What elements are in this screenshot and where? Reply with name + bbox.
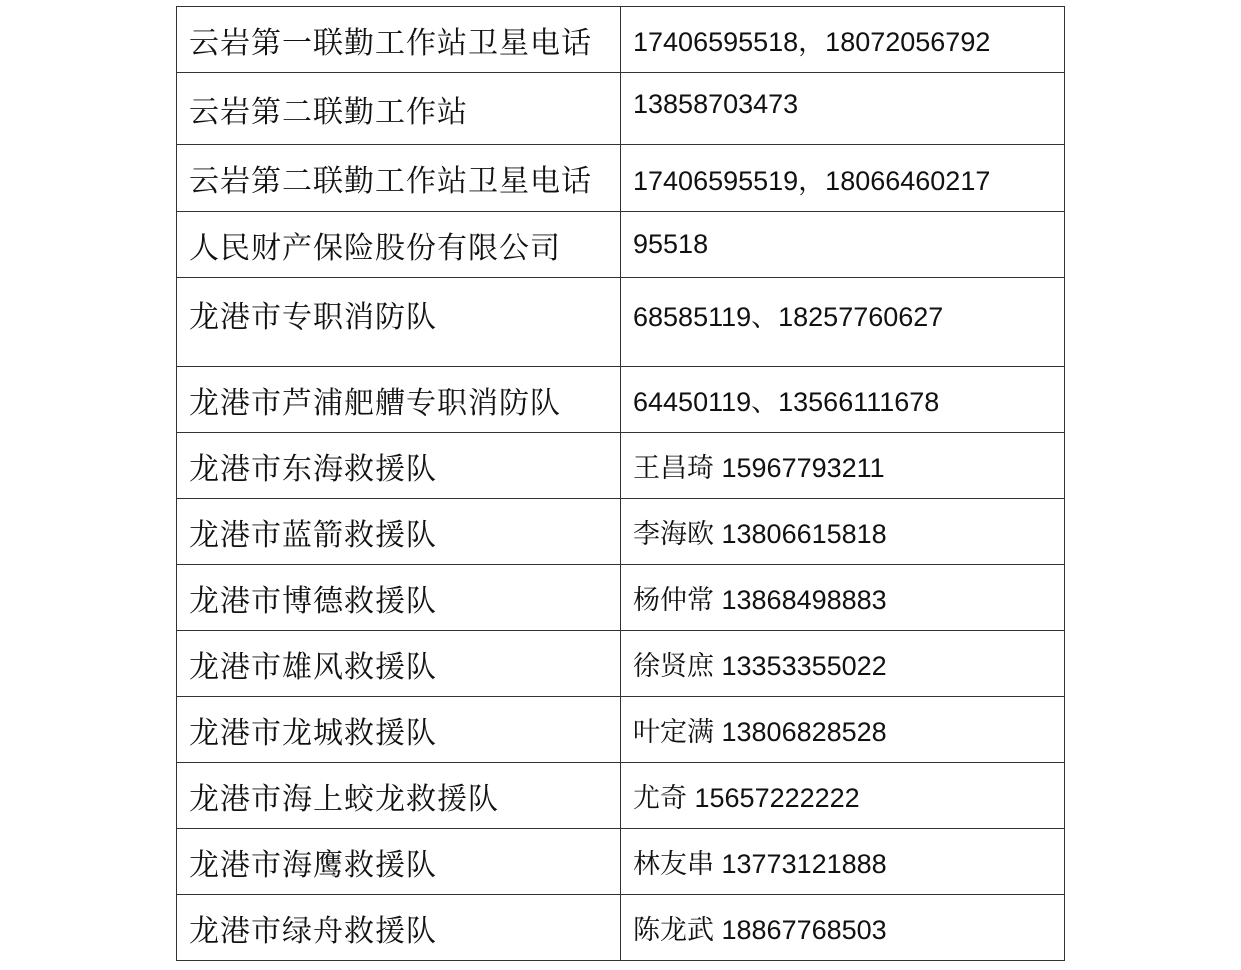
table-row (177, 631, 1065, 697)
phone-cell: 17406595518，18072056792 (621, 7, 1065, 73)
phone-cell: 王昌琦 15967793211 (621, 433, 1065, 499)
org-name-cell: 龙港市龙城救援队 (177, 697, 621, 763)
table-row (177, 73, 1065, 145)
phone-cell: 林友串 13773121888 (621, 829, 1065, 895)
phone-cell: 陈龙武 18867768503 (621, 895, 1065, 961)
table-row (177, 697, 1065, 763)
org-name-cell: 龙港市绿舟救援队 (177, 895, 621, 961)
table-row (177, 499, 1065, 565)
phone-cell: 64450119、13566111678 (621, 367, 1065, 433)
org-name-cell: 龙港市海上蛟龙救援队 (177, 763, 621, 829)
phone-cell: 17406595519，18066460217 (621, 145, 1065, 212)
table-row (177, 763, 1065, 829)
table-row (177, 565, 1065, 631)
phone-cell: 68585119、18257760627 (621, 278, 1065, 367)
org-name-cell: 龙港市专职消防队 (177, 278, 621, 367)
table-row (177, 212, 1065, 278)
phone-cell: 杨仲常 13868498883 (621, 565, 1065, 631)
table-row (177, 278, 1065, 367)
table-row (177, 895, 1065, 961)
table-row (177, 7, 1065, 73)
org-name-cell: 云岩第二联勤工作站 (177, 73, 621, 145)
phone-cell: 李海欧 13806615818 (621, 499, 1065, 565)
phone-cell: 13858703473 (621, 73, 1065, 145)
table-row (177, 367, 1065, 433)
table-row (177, 829, 1065, 895)
phone-cell: 徐贤庶 13353355022 (621, 631, 1065, 697)
org-name-cell: 龙港市东海救援队 (177, 433, 621, 499)
phone-cell: 尤奇 15657222222 (621, 763, 1065, 829)
org-name-cell: 人民财产保险股份有限公司 (177, 212, 621, 278)
table-row (177, 145, 1065, 212)
table-row (177, 433, 1065, 499)
org-name-cell: 龙港市海鹰救援队 (177, 829, 621, 895)
org-name-cell: 云岩第二联勤工作站卫星电话 (177, 145, 621, 212)
contact-table (176, 6, 1065, 961)
org-name-cell: 龙港市芦浦舥艚专职消防队 (177, 367, 621, 433)
org-name-cell: 龙港市蓝箭救援队 (177, 499, 621, 565)
org-name-cell: 龙港市博德救援队 (177, 565, 621, 631)
org-name-cell: 龙港市雄风救援队 (177, 631, 621, 697)
phone-cell: 叶定满 13806828528 (621, 697, 1065, 763)
org-name-cell: 云岩第一联勤工作站卫星电话 (177, 7, 621, 73)
phone-cell: 95518 (621, 212, 1065, 278)
